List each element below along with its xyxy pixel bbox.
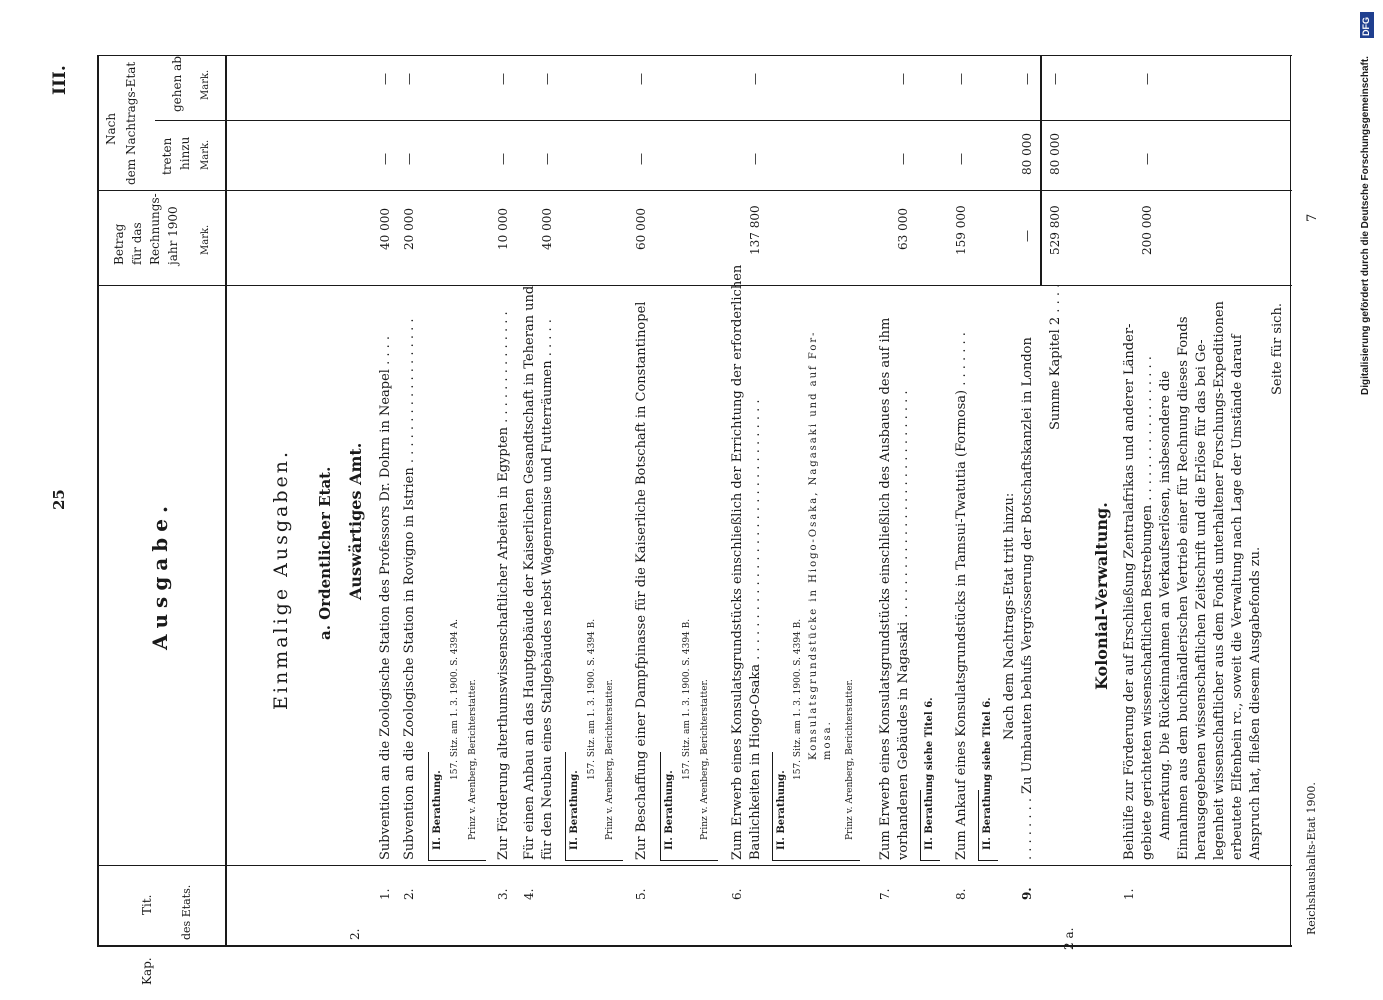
col-header-gehen: gehen ab: [170, 56, 184, 112]
kolonial-line-8: Anspruch hat, fließen diesem Ausgabefonds zu.: [1248, 546, 1263, 860]
col-header-treten-2: hinzu: [178, 136, 192, 170]
row-3-tit: 3.: [496, 888, 510, 900]
row-6-text-1: Zum Erwerb eines Konsulatsgrundstücks einschließlich der Errichtung der erforderlichen: [730, 264, 745, 860]
digitization-note: Digitalisierung gefördert durch die Deutsche Forschungsgemeinschaft.: [1360, 56, 1371, 395]
row-5-tit: 5.: [634, 888, 648, 900]
kolonial-line-1: Beihülfe zur Förderung der auf Erschließung Zentralafrikas und anderer Länder-: [1122, 323, 1137, 860]
row-8-tit: 8.: [954, 888, 968, 900]
row-6-betrag: 137 800: [748, 205, 762, 255]
beratung-1-bracket-top: [428, 752, 429, 860]
row-4-text-1: Für einen Anbau an das Hauptgebäude der Kaiserlichen Gesandtschaft in Teheran und: [522, 285, 537, 860]
beratung-4-label: II. Berathung.: [776, 770, 787, 850]
kolonial-line-7: erbeutete Elfenbein rc., soweit die Verwaltung nach Lage der Umstände darauf: [1230, 334, 1245, 860]
kolonial-seite: Seite für sich.: [1270, 303, 1285, 395]
col-header-betrag-unit: Mark.: [200, 224, 211, 255]
col-header-gehen-unit: Mark.: [200, 69, 211, 100]
beratung-2-bracket-top: [565, 752, 566, 860]
row-1-text: Subvention an die Zoologische Station des Professors Dr. Dohrn in Neapel . . . .: [378, 335, 393, 860]
row-7-treten: —: [896, 153, 910, 165]
beratung-3-bracket-top: [660, 752, 661, 860]
row-9-intro: Nach dem Nachtrags-Etat tritt hinzu:: [1002, 492, 1017, 740]
col-header-betrag-3: Rechnungs-: [148, 193, 162, 265]
section-ordentlicher: a. Ordentlicher Etat.: [316, 466, 334, 640]
col-header-nach-1: Nach: [104, 112, 118, 145]
col-header-betrag-1: Betrag: [112, 223, 126, 265]
row-4-gehen: —: [540, 73, 554, 85]
row-5-treten: —: [634, 153, 648, 165]
row-2-betrag: 20 000: [402, 208, 416, 250]
col-header-betrag-2: für das: [130, 222, 144, 265]
section-number: III.: [50, 65, 70, 95]
beratung-3-label: II. Berathung.: [664, 770, 675, 850]
row-8-text: Zum Ankauf eines Konsulatsgrundstücks in Tamsui-Twatutia (Formosa) . . . . . . .: [954, 332, 969, 860]
beratung-3-bracket-side: [660, 860, 718, 861]
beratung-6-bracket-side: [978, 860, 998, 861]
row-3-betrag: 10 000: [496, 208, 510, 250]
col-header-treten-unit: Mark.: [200, 139, 211, 170]
beratung-2-label: II. Berathung.: [569, 770, 580, 850]
summe-label: Summe Kapitel 2 . . . .: [1048, 283, 1063, 430]
row-6-treten: —: [748, 153, 762, 165]
beratung-5-siehe: II. Berathung siehe Titel 6.: [924, 697, 935, 850]
beratung-4-berichterstatter: Prinz v. Arenberg, Berichterstatter.: [845, 679, 855, 840]
beratung-3-berichterstatter: Prinz v. Arenberg, Berichterstatter.: [700, 679, 710, 840]
section-amt: Auswärtiges Amt.: [346, 442, 365, 600]
beratung-1-sitzung: 157. Sitz. am 1. 3. 1900. S. 4394 A.: [450, 619, 460, 780]
row-1-treten: —: [378, 153, 392, 165]
row-5-betrag: 60 000: [634, 208, 648, 250]
beratung-5-bracket-side: [920, 860, 940, 861]
section-einmalige: Einmalige Ausgaben.: [270, 448, 292, 710]
kolonial-gehen: —: [1140, 73, 1154, 85]
beratung-2-bracket-side: [565, 860, 623, 861]
row-6-gehen: —: [748, 73, 762, 85]
row-4-text-2: für den Neubau eines Stallgebäudes nebst Wagenremise und Futterräumen . . . . .: [540, 319, 555, 860]
row-8-gehen: —: [954, 73, 968, 85]
summe-rule: [1040, 55, 1042, 285]
kolonial-line-4: Einnahmen aus dem buchhändlerischen Vertrieb einer für Rechnung dieses Fonds: [1176, 316, 1191, 860]
summe-treten: 80 000: [1048, 133, 1062, 175]
summe-gehen: —: [1048, 73, 1062, 85]
row-8-betrag: 159 000: [954, 205, 968, 255]
row-7-text-2: vorhandenen Gebäudes in Nagasaki . . . . . . . . . . . . . . . . . . . . . . . . . . . .: [896, 390, 911, 860]
page-footer: 7: [1305, 213, 1320, 222]
beratung-3-sitzung: 157. Sitz. am 1. 3. 1900. S. 4394 B.: [682, 618, 692, 780]
row-7-tit: 7.: [878, 888, 892, 900]
row-2-tit: 2.: [402, 888, 416, 900]
row-2-treten: —: [402, 153, 416, 165]
row-5-gehen: —: [634, 73, 648, 85]
row-4-betrag: 40 000: [540, 208, 554, 250]
row-9-betrag: —: [1020, 230, 1034, 242]
main-title: Ausgabe.: [148, 500, 172, 650]
row-1-tit: 1.: [378, 888, 392, 900]
row-9-tit: 9.: [1020, 887, 1034, 900]
beratung-4-konsulat-2: mosa.: [822, 720, 833, 760]
row-4-treten: —: [540, 153, 554, 165]
kolonial-line-5: herausgegebenen wissenschaftlichen Zeitschrift und die Erlöse für das bei Ge-: [1194, 339, 1209, 860]
kolonial-line-2: gebiete gerichteten wissenschaftlichen Bestrebungen . . . . . . . . . . . . . . . . . .: [1140, 356, 1155, 860]
row-7-gehen: —: [896, 73, 910, 85]
beratung-1-bracket-side: [428, 860, 486, 861]
row-7-betrag: 63 000: [896, 208, 910, 250]
rule-tit-right: [97, 865, 1292, 866]
kolonial-betrag: 200 000: [1140, 205, 1154, 255]
frame-bottom-rule: [97, 945, 1292, 947]
row-9-text: . . . . . . . . Zu Umbauten behufs Vergrösserung der Botschaftskanzlei in London: [1020, 337, 1035, 860]
kolonial-line-3: Anmerkung. Die Rückeinnahmen an Verkaufserlösen, insbesondere die: [1158, 370, 1173, 840]
row-7-text-1: Zum Erwerb eines Konsulatsgrundstücks einschließlich des Ausbaues des auf ihm: [878, 317, 893, 860]
col-header-kap: Kap.: [140, 957, 154, 985]
row-6-text-2: Baulichkeiten in Hiogo-Osaka . . . . . . . . . . . . . . . . . . . . . . . . . . . . . . . .: [748, 399, 763, 860]
footer-left: Reichshaushalts-Etat 1900.: [1305, 782, 1318, 935]
beratung-5-bracket-top: [920, 790, 921, 860]
col-header-betrag-4: jahr 1900: [166, 206, 180, 265]
beratung-4-bracket-top: [772, 752, 773, 860]
rule-text-right: [97, 285, 1292, 286]
row-8-treten: —: [954, 153, 968, 165]
page-number: 25: [50, 489, 68, 510]
row-9-gehen: —: [1020, 73, 1034, 85]
row-2-gehen: —: [402, 73, 416, 85]
col-header-tit: Tit.: [140, 894, 154, 915]
row-4-tit: 4.: [522, 888, 536, 900]
rule-treten-gehen: [155, 120, 1290, 121]
row-1-betrag: 40 000: [378, 208, 392, 250]
beratung-1-label: II. Berathung.: [432, 770, 443, 850]
frame-left-rule: [97, 55, 99, 945]
beratung-2-sitzung: 157. Sitz. am 1. 3. 1900. S. 4394 B.: [587, 618, 597, 780]
row-9-treten: 80 000: [1020, 133, 1034, 175]
beratung-1-berichterstatter: Prinz v. Arenberg, Berichterstatter.: [468, 679, 478, 840]
row-3-text: Zur Förderung alterthumswissenschaftlicher Arbeiten in Egypten . . . . . . . . . . . . . .: [496, 311, 511, 860]
col-header-des-etats: des Etats.: [180, 884, 193, 940]
beratung-2-berichterstatter: Prinz v. Arenberg, Berichterstatter.: [605, 679, 615, 840]
frame-header-rule: [225, 55, 227, 945]
kolonial-treten: —: [1140, 153, 1154, 165]
row-3-gehen: —: [496, 73, 510, 85]
section-kolonial: Kolonial-Verwaltung.: [1092, 502, 1111, 690]
kap-2: 2.: [348, 928, 362, 940]
kolonial-tit: 1.: [1122, 888, 1136, 900]
beratung-4-konsulat-1: Konsulatsgrundstücke in Hiogo-Osaka, Nagasaki und auf For-: [808, 330, 819, 760]
beratung-4-bracket-side: [772, 860, 860, 861]
rule-betrag-top: [97, 190, 1292, 191]
row-2-text: Subvention an die Zoologische Station in Rovigno in Istrien . . . . . . . . . . . . . . . . . .: [402, 318, 417, 860]
beratung-6-siehe: II. Berathung siehe Titel 6.: [982, 697, 993, 850]
frame-right-rule: [1290, 55, 1291, 945]
col-header-nach-2: dem Nachtrags-Etat: [124, 61, 138, 185]
kap-2a: 2 a.: [1062, 927, 1076, 950]
summe-betrag: 529 800: [1048, 205, 1062, 255]
col-header-treten-1: treten: [160, 137, 174, 175]
beratung-4-sitzung: 157. Sitz. am 1. 3. 1900. S. 4394 B.: [793, 618, 803, 780]
dfg-logo-text: DFG: [1361, 17, 1371, 36]
row-1-gehen: —: [378, 73, 392, 85]
beratung-6-bracket-top: [978, 790, 979, 860]
kolonial-line-6: legenheit wissenschaftlicher aus dem Fonds unterhaltener Forschungs-Expeditionen: [1212, 301, 1227, 860]
row-6-tit: 6.: [730, 888, 744, 900]
dfg-logo: [1360, 12, 1374, 38]
row-3-treten: —: [496, 153, 510, 165]
frame-top-rule: [97, 55, 1292, 56]
row-5-text: Zur Beschaffung einer Dampfpinasse für die Kaiserliche Botschaft in Constantinopel: [634, 301, 649, 860]
